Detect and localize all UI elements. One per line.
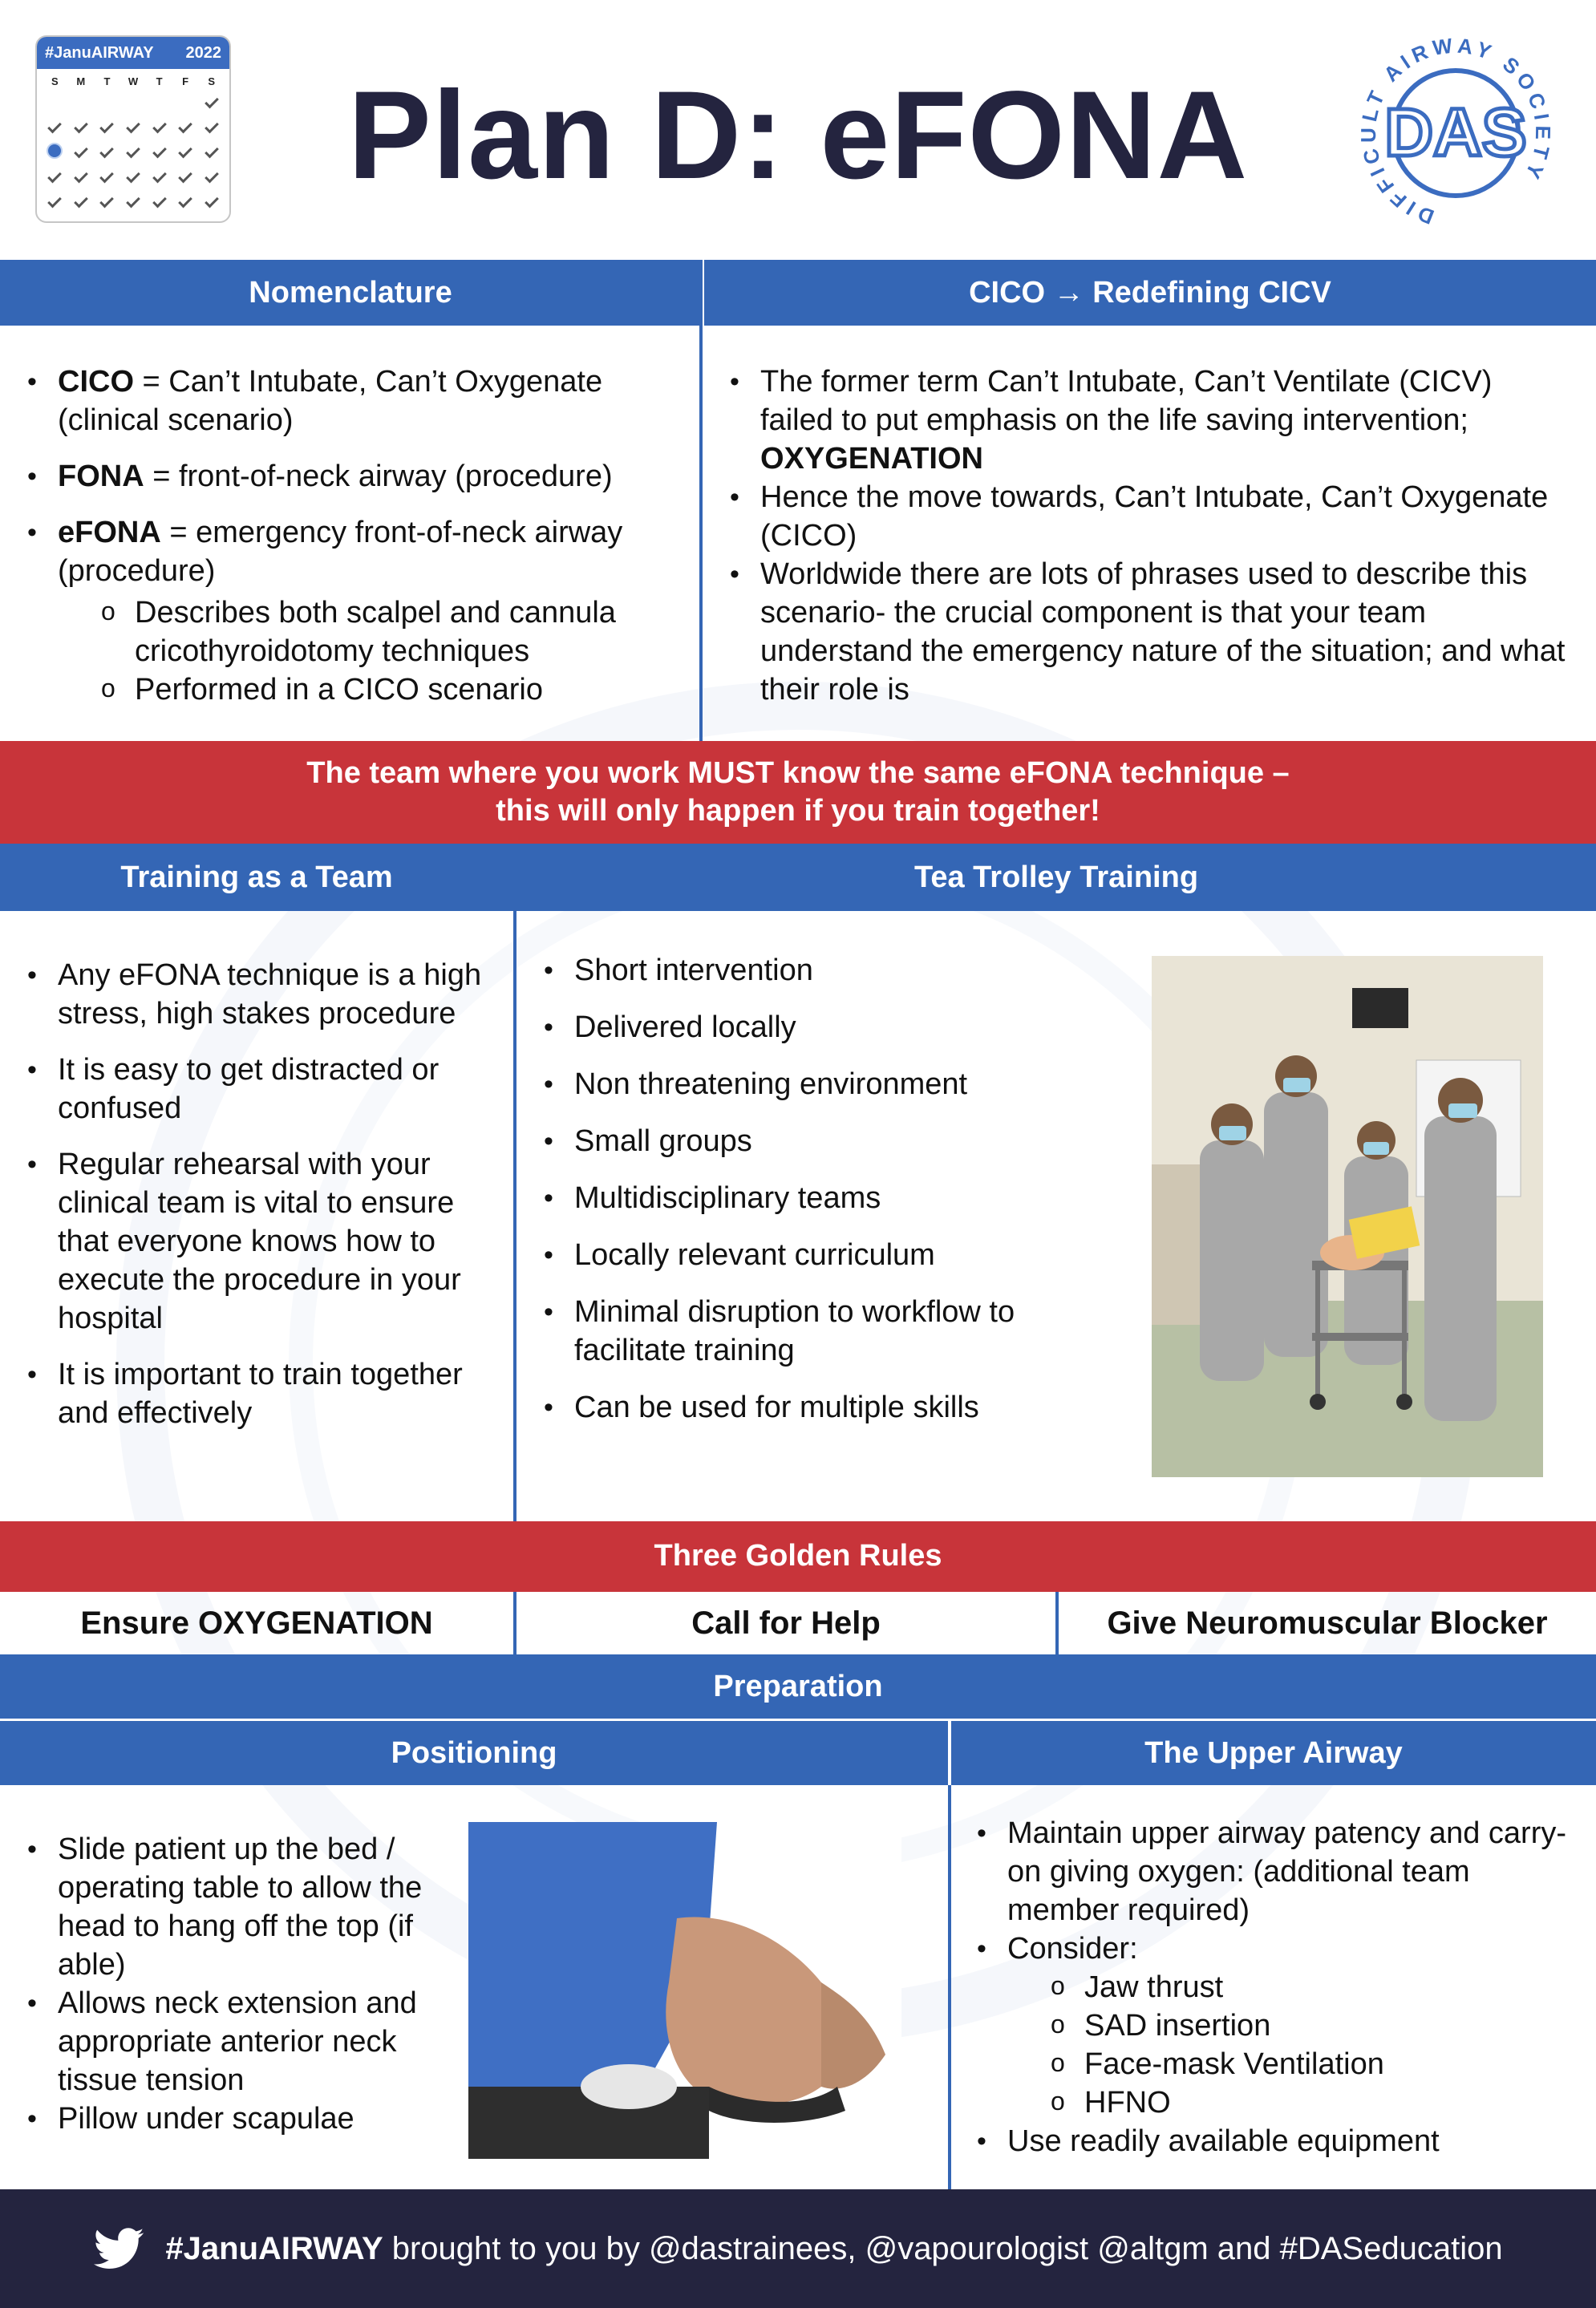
rule-oxygenation: Ensure OXYGENATION: [80, 1605, 433, 1641]
nomenclature-body: [16, 362, 690, 709]
positioning-heading: Positioning: [0, 1721, 948, 1785]
divider: [699, 260, 703, 741]
text: Consider:: [1007, 1932, 1138, 1966]
logo-letters: DAS: [1384, 95, 1527, 170]
sub-item: o Performed in a CICO scenario: [96, 670, 690, 709]
calendar-year: 2022: [185, 43, 221, 62]
team-training-photo: [1152, 956, 1543, 1477]
sub-item: o Face-mask Ventilation: [1046, 2045, 1575, 2083]
rule-call-for-help: Call for Help: [691, 1605, 881, 1641]
positioning-body: [16, 1830, 449, 2138]
weekday: S: [208, 75, 216, 87]
list-item: • Short intervention: [533, 951, 1030, 990]
divider: [948, 1721, 951, 2189]
calendar-tag: #JanuAIRWAY: [45, 43, 154, 62]
footer-text: [165, 2231, 1502, 2267]
list-item: [719, 362, 1569, 478]
das-logo: [1347, 29, 1564, 237]
list-item: [16, 362, 690, 439]
logo-ring-text: DIFFICULT AIRWAY SOCIETY: [1355, 33, 1556, 229]
tea-trolley-heading: Tea Trolley Training: [516, 844, 1596, 911]
footer-credits: brought to you by @dastrainees, @vapourologist @altgm and #DASeducation: [383, 2230, 1503, 2266]
list-item: • It is easy to get distracted or confused: [16, 1051, 505, 1128]
banner-line: this will only happen if you train together!: [496, 794, 1100, 828]
list-item: • Slide patient up the bed / operating table to allow the head to hang off the top (if able): [16, 1830, 449, 1984]
patient-positioning-photo: [468, 1822, 901, 2159]
footer-hashtag: #JanuAIRWAY: [165, 2230, 383, 2266]
list-item: [16, 513, 690, 709]
weekday: S: [51, 75, 59, 87]
list-item: • Maintain upper airway patency and carry-on giving oxygen: (additional team member required): [966, 1814, 1575, 1929]
list-item: • Worldwide there are lots of phrases used to describe this scenario- the crucial component is that your team understand the emergency nature of the situation; and what their role is: [719, 555, 1569, 709]
tea-trolley-body: [533, 951, 1030, 1427]
list-item: [966, 1929, 1575, 2122]
list-item: • Regular rehearsal with your clinical team is vital to ensure that everyone knows how to execute the procedure in your hospital: [16, 1145, 505, 1338]
definition: = Can’t Intubate, Can’t Oxygenate (clinical scenario): [58, 365, 603, 437]
divider: [948, 1721, 951, 1785]
term: FONA: [58, 460, 144, 493]
definition: = emergency front-of-neck airway (procedure): [58, 516, 623, 588]
emphasis: OXYGENATION: [760, 442, 983, 476]
weekday: M: [76, 75, 86, 87]
page-title: Plan D: eFONA: [347, 66, 1249, 205]
training-heading: Training as a Team: [0, 844, 513, 911]
list-item: • Multidisciplinary teams: [533, 1179, 1030, 1217]
list-item: • Any eFONA technique is a high stress, high stakes procedure: [16, 956, 505, 1033]
definition: = front-of-neck airway (procedure): [144, 460, 613, 493]
weekday: T: [156, 75, 163, 87]
team-banner: [0, 741, 1596, 844]
list-item: • Minimal disruption to workflow to facilitate training: [533, 1293, 1030, 1370]
training-body: [16, 956, 505, 1432]
preparation-heading: Preparation: [0, 1654, 1596, 1719]
upper-airway-heading: The Upper Airway: [951, 1721, 1596, 1785]
list-item: • Small groups: [533, 1122, 1030, 1160]
sub-item: o Jaw thrust: [1046, 1968, 1575, 2006]
sub-item: o SAD insertion: [1046, 2006, 1575, 2045]
twitter-bird-icon: [93, 2228, 144, 2270]
divider: [513, 844, 516, 1521]
weekday: T: [103, 75, 111, 87]
rule-neuromuscular-blocker: Give Neuromuscular Blocker: [1107, 1605, 1548, 1641]
list-item: • Use readily available equipment: [966, 2122, 1575, 2160]
nomenclature-heading: Nomenclature: [0, 260, 701, 326]
term: CICO: [58, 365, 134, 399]
list-item: • Can be used for multiple skills: [533, 1388, 1030, 1427]
list-item: • Pillow under scapulae: [16, 2099, 449, 2138]
golden-rules-heading: Three Golden Rules: [0, 1521, 1596, 1592]
cico-heading: CICO → Redefining CICV: [704, 260, 1596, 326]
divider: [1055, 1592, 1059, 1654]
list-item: • Delivered locally: [533, 1008, 1030, 1047]
list-item: [16, 457, 690, 496]
banner-line: The team where you work MUST know the same eFONA technique –: [306, 755, 1290, 790]
footer: [0, 2189, 1596, 2308]
list-item: • Locally relevant curriculum: [533, 1236, 1030, 1274]
weekday: F: [182, 75, 189, 87]
list-item: • Hence the move towards, Can’t Intubate, Can’t Oxygenate (CICO): [719, 478, 1569, 555]
upper-airway-body: [966, 1814, 1575, 2160]
divider: [513, 1592, 516, 1654]
sub-item: o HFNO: [1046, 2083, 1575, 2122]
cico-body: [719, 362, 1569, 709]
sub-item: o Describes both scalpel and cannula cricothyroidotomy techniques: [96, 593, 690, 670]
term: eFONA: [58, 516, 161, 549]
list-item: • Allows neck extension and appropriate anterior neck tissue tension: [16, 1984, 449, 2099]
weekday: W: [128, 75, 139, 87]
list-item: • Non threatening environment: [533, 1065, 1030, 1103]
list-item: • It is important to train together and effectively: [16, 1355, 505, 1432]
text: The former term Can’t Intubate, Can’t Ventilate (CICV) failed to put emphasis on the life saving intervention;: [760, 365, 1493, 437]
